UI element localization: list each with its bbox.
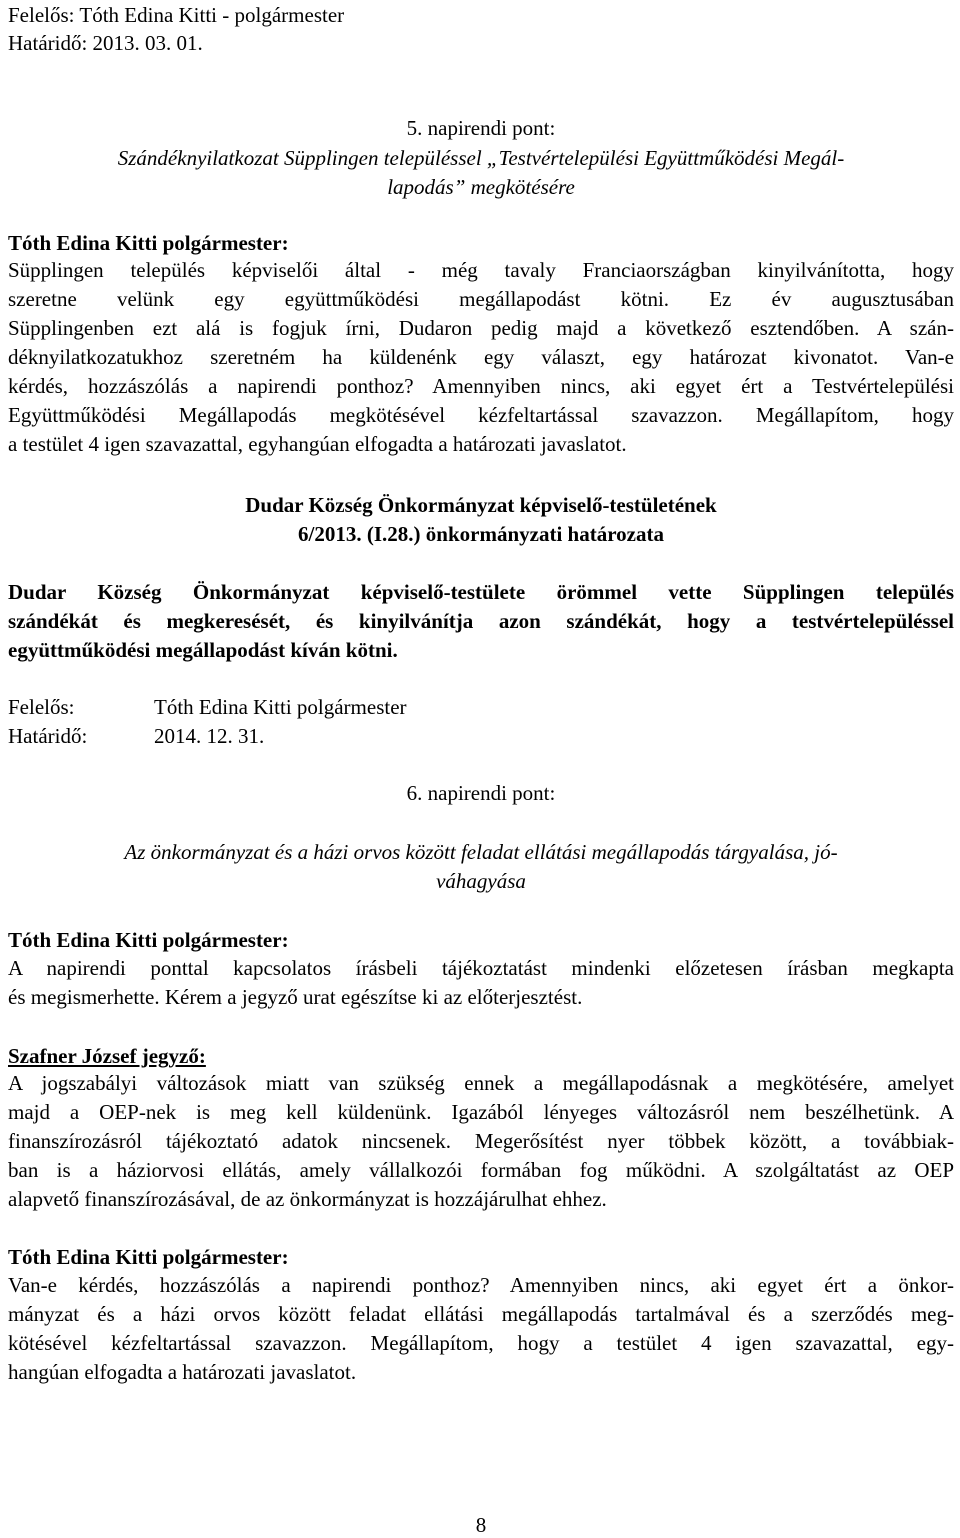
deadline-value: 2014. 12. 31. (154, 724, 265, 748)
speaker-mayor: Tóth Edina Kitti polgármester: (8, 1245, 289, 1269)
header-deadline: Határidő: 2013. 03. 01. (8, 31, 203, 55)
paragraph-line: szeretne velünk egy együttműködési megállapodást kötni. Ez év augusztusában (8, 287, 954, 311)
agenda-item-6-title: 6. napirendi pont: (406, 781, 556, 805)
resolution-text-line: Dudar Község Önkormányzat képviselő-testülete örömmel vette Süpplingen település (8, 580, 954, 604)
resolution-deadline (8, 721, 954, 751)
paragraph-line: a testület 4 igen szavazattal, egyhangúan elfogadta a határozati javaslatot. (8, 432, 627, 456)
resolution-text-line: együttműködési megállapodást kíván kötni. (8, 638, 398, 662)
paragraph-line: A napirendi ponttal kapcsolatos írásbeli tájékoztatást mindenki előzetesen írásban megkapta (8, 956, 954, 980)
speaker-notary: Szafner József jegyző: (8, 1044, 206, 1068)
agenda-item-5-subject-line-2: lapodás” megkötésére (387, 175, 575, 199)
paragraph-line: déknyilatkozatukhoz szeretném ha küldenénk egy választ, egy határozat kivonatot. Van-e (8, 345, 954, 369)
agenda-item-6-subject-line-1: Az önkormányzat és a házi orvos között feladat ellátási megállapodás tárgyalása, jó- (124, 840, 838, 864)
paragraph-line: finanszírozásról tájékoztató adatok nincsenek. Megerősítést nyer többek között, a továbbiak- (8, 1129, 954, 1153)
paragraph-line: Együttműködési Megállapodás megkötésével kézfeltartással szavazzon. Megállapítom, hogy (8, 403, 954, 427)
paragraph-line: és megismerhette. Kérem a jegyző urat egészítse ki az előterjesztést. (8, 985, 583, 1009)
paragraph-line: A jogszabályi változások miatt van szükség ennek a megállapodásnak a megkötésére, amelyet (8, 1071, 954, 1095)
deadline-label: Határidő: (8, 724, 88, 748)
responsible-label: Felelős: (8, 695, 75, 719)
paragraph-line: majd a OEP-nek is meg kell küldenünk. Igazából lényeges változásról nem beszélhetünk. A (8, 1100, 954, 1124)
resolution-text-line: szándékát és megkeresését, és kinyilvánítja azon szándékát, hogy a testvértelepüléssel (8, 609, 954, 633)
speaker-mayor: Tóth Edina Kitti polgármester: (8, 928, 289, 952)
agenda-item-6-subject-line-2: váhagyása (436, 869, 526, 893)
paragraph-line: Van-e kérdés, hozzászólás a napirendi ponthoz? Amennyiben nincs, aki egyet ért a önkor- (8, 1273, 954, 1297)
responsible-value: Tóth Edina Kitti polgármester (154, 695, 407, 719)
page-number: 8 (475, 1513, 487, 1537)
paragraph-line: alapvető finanszírozásával, de az önkormányzat is hozzájárulhat ehhez. (8, 1187, 607, 1211)
agenda-item-5-title: 5. napirendi pont: (406, 116, 556, 140)
paragraph-line: ban is a háziorvosi ellátás, amely vállalkozói formában fog működni. A szolgáltatást az OEP (8, 1158, 954, 1182)
resolution-responsible (8, 692, 954, 722)
resolution-heading-line-2: 6/2013. (I.28.) önkormányzati határozata (298, 522, 664, 546)
paragraph-line: hangúan elfogadta a határozati javaslatot. (8, 1360, 357, 1384)
paragraph-line: mányzat és a házi orvos között feladat ellátási megállapodás tartalmával és a szerződés meg- (8, 1302, 954, 1326)
paragraph-line: Süpplingen település képviselői által - még tavaly Franciaországban kinyilvánította, hogy (8, 258, 954, 282)
agenda-item-5-subject-line-1: Szándéknyilatkozat Süpplingen településsel „Testvértelepülési Együttműködési Megál- (117, 146, 845, 170)
paragraph-line: Süpplingenben ezt alá is fogjuk írni, Dudaron pedig majd a következő esztendőben. A szán- (8, 316, 954, 340)
paragraph-line: kérdés, hozzászólás a napirendi ponthoz? Amennyiben nincs, aki egyet ért a Testvértelepülési (8, 374, 954, 398)
speaker-mayor: Tóth Edina Kitti polgármester: (8, 231, 289, 255)
resolution-heading-line-1: Dudar Község Önkormányzat képviselő-testületének (245, 493, 717, 517)
paragraph-line: kötésével kézfeltartással szavazzon. Megállapítom, hogy a testület 4 igen szavazattal, egy- (8, 1331, 954, 1355)
header-responsible: Felelős: Tóth Edina Kitti - polgármester (8, 3, 345, 27)
